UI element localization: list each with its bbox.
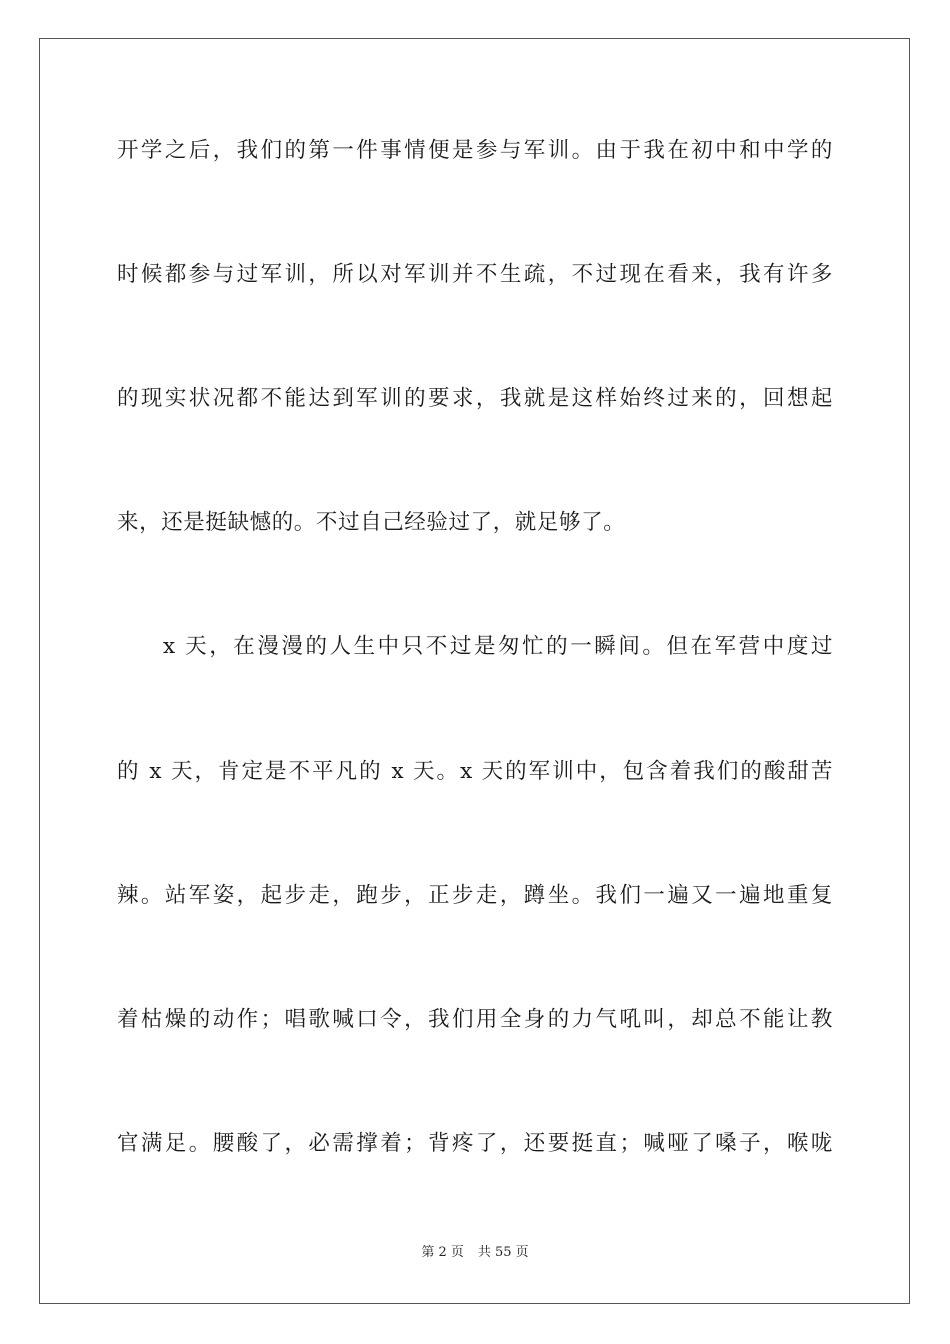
body-line-1: 开学之后，我们的第一件事情便是参与军训。由于我在初中和中学的 — [117, 138, 833, 163]
body-line-3: 的现实状况都不能达到军训的要求，我就是这样始终过来的，回想起 — [117, 386, 833, 411]
body-line-8: 着枯燥的动作；唱歌喊口令，我们用全身的力气吼叫，却总不能让教 — [117, 1007, 833, 1032]
page-footer — [0, 1244, 950, 1262]
body-line-6: 的 x 天，肯定是不平凡的 x 天。x 天的军训中，包含着我们的酸甜苦 — [117, 759, 833, 784]
page-number: 第 2 页 — [421, 1245, 464, 1260]
body-line-7: 辣。站军姿，起步走，跑步，正步走，蹲坐。我们一遍又一遍地重复 — [117, 883, 833, 908]
body-line-9: 官满足。腰酸了，必需撑着；背疼了，还要挺直；喊哑了嗓子，喉咙 — [117, 1131, 833, 1156]
page-total: 共 55 页 — [477, 1245, 529, 1260]
body-line-2: 时候都参与过军训，所以对军训并不生疏，不过现在看来，我有许多 — [117, 262, 833, 287]
page-frame — [39, 38, 910, 1304]
body-line-5: x 天，在漫漫的人生中只不过是匆忙的一瞬间。但在军营中度过 — [163, 634, 833, 659]
body-line-4: 来，还是挺缺憾的。不过自己经验过了，就足够了。 — [117, 510, 626, 535]
